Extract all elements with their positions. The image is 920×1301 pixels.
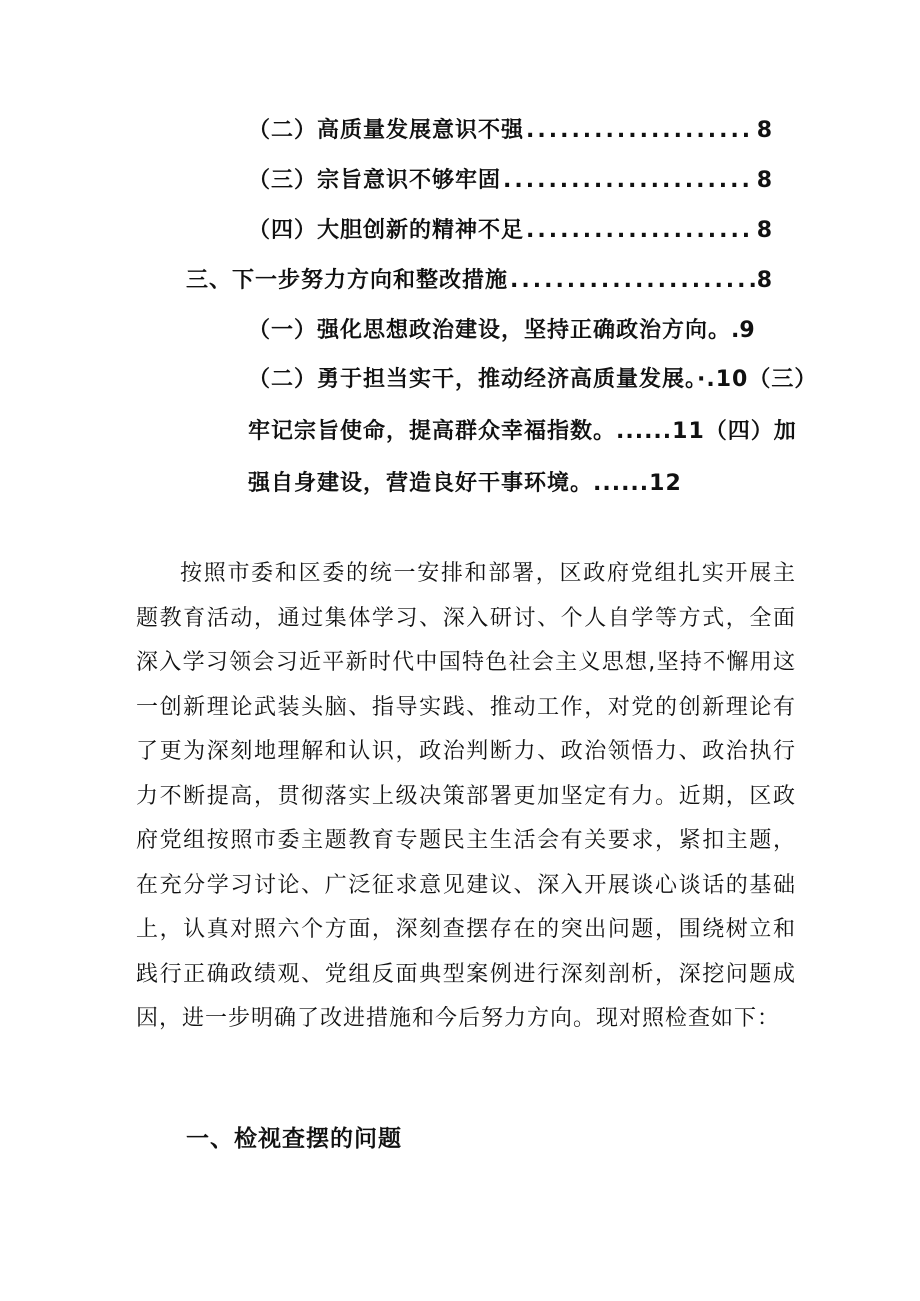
toc-item-text: 三、下一步努力方向和整改措施 — [186, 268, 509, 293]
toc-item-2-3 — [248, 166, 772, 196]
toc-item-3 — [186, 266, 772, 296]
toc-item-2-2 — [248, 116, 772, 146]
toc-item-2-4 — [248, 216, 772, 246]
toc-wrapped-text: （二）勇于担当实干，推动经济高质量发展。·.10（三）牢记宗旨使命，提高群众幸福指数。......11（四）加强自身建设，营造良好干事环境。......12 — [248, 367, 807, 496]
toc-item-text: （一）强化思想政治建设，坚持正确政治方向。 — [248, 318, 732, 343]
toc-wrapped-items — [248, 354, 808, 510]
toc-page-number: 8 — [756, 118, 772, 143]
toc-item-text: （四）大胆创新的精神不足 — [248, 218, 525, 243]
toc-dot-leader — [526, 116, 755, 146]
toc-item-text: （三）宗旨意识不够牢固 — [248, 168, 502, 193]
toc-dot-leader — [526, 216, 755, 246]
intro-paragraph: 按照市委和区委的统一安排和部署，区政府党组扎实开展主题教育活动，通过集体学习、深入研讨、个人自学等方式，全面深入学习领会习近平新时代中国特色社会主义思想,坚持不懈用这一创新理论武装头脑、指导实践、推动工作，对党的创新理论有了更为深刻地理解和认识，政治判断力、政治领悟力、政治执行力不断提高，贯彻落实上级决策部署更加坚定有力。近期，区政府党组按照市委主题教育专题民主生活会有关要求，紧扣主题，在充分学习讨论、广泛征求意见建议、深入开展谈心谈话的基础上，认真对照六个方面，深刻查摆存在的突出问题，围绕树立和践行正确政绩观、党组反面典型案例进行深刻剖析，深挖问题成因，进一步明确了改进措施和今后努力方向。现对照检查如下： — [136, 561, 796, 1031]
toc-dot-leader — [503, 166, 755, 196]
toc-page-number: 8 — [756, 268, 772, 293]
toc-item-3-1 — [248, 316, 755, 346]
toc-dot-leader — [510, 266, 755, 296]
toc-item-text: （二）高质量发展意识不强 — [248, 118, 525, 143]
toc-page-number: 8 — [756, 218, 772, 243]
toc-page-number: 8 — [756, 168, 772, 193]
section-heading: 一、检视查摆的问题 — [186, 1126, 402, 1152]
toc-page-number: .9 — [731, 318, 755, 343]
